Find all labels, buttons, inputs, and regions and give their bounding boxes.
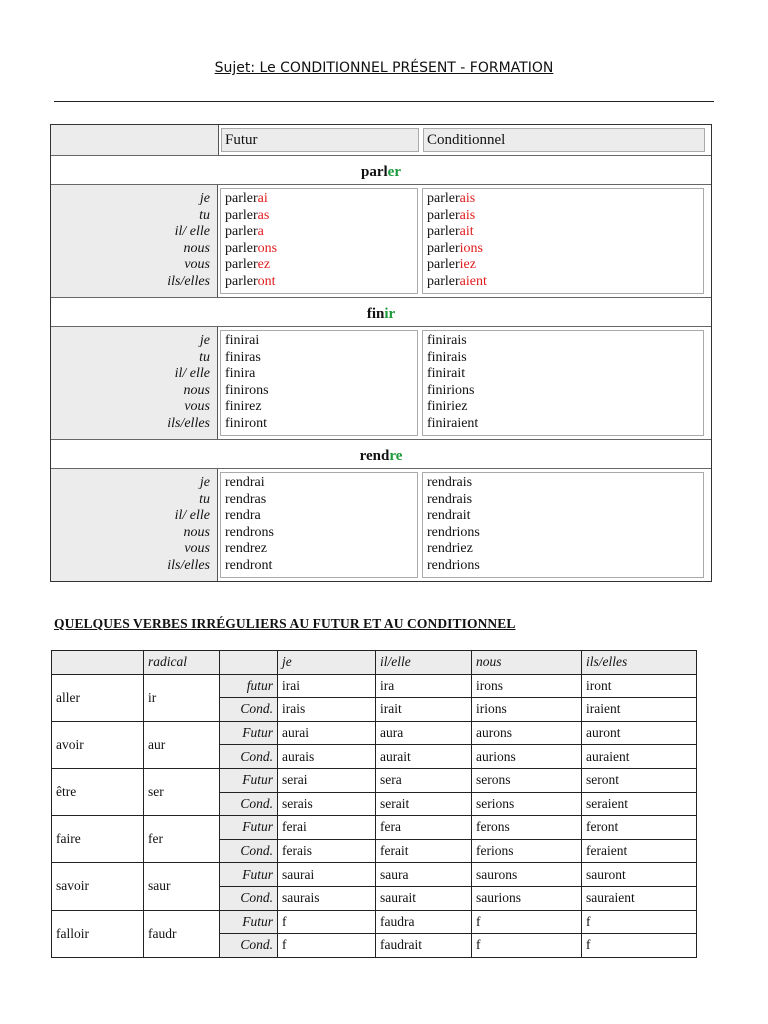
- pronoun: ils/elles: [167, 273, 210, 289]
- header-cell: il/elle: [376, 651, 472, 675]
- verb-form: feraient: [582, 839, 697, 863]
- pronoun: il/ elle: [174, 366, 210, 382]
- verb-form: f: [472, 910, 582, 934]
- verb-form: [225, 241, 413, 258]
- verb-form: [427, 191, 699, 208]
- verb-radical: ir: [144, 674, 220, 721]
- pronoun: nous: [183, 524, 210, 540]
- verb-form: f: [472, 934, 582, 958]
- pronoun: tu: [199, 207, 210, 223]
- form-stem: finirons: [225, 382, 269, 398]
- mode-label: Futur: [220, 768, 278, 792]
- irregular-table-header: [52, 651, 697, 675]
- verb-infinitive: faire: [52, 816, 144, 863]
- verb-ending: re: [389, 448, 403, 464]
- pronoun: vous: [184, 399, 210, 415]
- pronoun: ils/elles: [167, 415, 210, 431]
- pronoun-column: [51, 469, 218, 581]
- verb-heading-rendre: [51, 439, 711, 469]
- verb-form: [225, 399, 413, 416]
- form-stem: parler: [427, 224, 460, 240]
- header-futur: Futur: [221, 128, 419, 152]
- table-row: [52, 768, 697, 792]
- verb-form: fera: [376, 816, 472, 840]
- verb-form: serons: [472, 768, 582, 792]
- form-ending: ai: [257, 191, 268, 206]
- form-stem: rendrions: [427, 557, 480, 573]
- verb-form: [427, 508, 699, 525]
- verb-form: aurais: [278, 745, 376, 769]
- verb-form: ferais: [278, 839, 376, 863]
- verb-form: sauront: [582, 863, 697, 887]
- verb-form: f: [278, 934, 376, 958]
- verb-radical: faudr: [144, 910, 220, 957]
- verb-ending: er: [387, 164, 401, 180]
- table-row: [52, 674, 697, 698]
- mode-label: Futur: [220, 863, 278, 887]
- table-row: [52, 863, 697, 887]
- verb-form: [427, 475, 699, 492]
- verb-form: [427, 399, 699, 416]
- pronoun-column: [51, 327, 218, 439]
- verb-infinitive: avoir: [52, 721, 144, 768]
- verb-form: [225, 191, 413, 208]
- form-ending: ez: [257, 257, 271, 273]
- form-stem: rendrez: [225, 541, 267, 557]
- verb-form: saurions: [472, 886, 582, 910]
- form-stem: parler: [225, 207, 258, 223]
- verb-form: sera: [376, 768, 472, 792]
- verb-form: [427, 224, 699, 241]
- form-ending: iez: [459, 257, 476, 273]
- pronoun: nous: [183, 382, 210, 398]
- header-cell: [220, 651, 278, 675]
- verb-form: saurais: [278, 886, 376, 910]
- verb-form: aura: [376, 721, 472, 745]
- verb-form: [225, 274, 413, 291]
- form-ending: ait: [459, 224, 474, 240]
- verb-form: [427, 208, 699, 225]
- verb-form: f: [582, 910, 697, 934]
- form-stem: finirais: [427, 333, 467, 348]
- verb-form: aurions: [472, 745, 582, 769]
- verb-stem: rend: [359, 448, 390, 464]
- verb-form: faudrait: [376, 934, 472, 958]
- verb-form: serais: [278, 792, 376, 816]
- verb-form: iraient: [582, 698, 697, 722]
- verb-form: serions: [472, 792, 582, 816]
- pronoun: tu: [199, 491, 210, 507]
- form-stem: rendriez: [427, 541, 473, 557]
- verb-form: ferai: [278, 816, 376, 840]
- verb-form: [427, 274, 699, 291]
- mode-label: Futur: [220, 721, 278, 745]
- pronoun: vous: [184, 541, 210, 557]
- verb-heading-finir: [51, 297, 711, 327]
- verb-form: saurai: [278, 863, 376, 887]
- pronoun: nous: [183, 240, 210, 256]
- verb-form: irions: [472, 698, 582, 722]
- mode-label: Futur: [220, 816, 278, 840]
- verb-form: [225, 333, 413, 350]
- form-ending: ons: [257, 240, 278, 256]
- form-stem: rendrais: [427, 491, 473, 507]
- verb-form: [427, 525, 699, 542]
- form-stem: rendrais: [427, 475, 473, 490]
- verb-form: [427, 416, 699, 433]
- form-stem: parler: [225, 257, 258, 273]
- form-stem: parler: [427, 273, 460, 289]
- form-ending: ais: [459, 191, 476, 206]
- verb-infinitive: aller: [52, 674, 144, 721]
- verb-form: [427, 241, 699, 258]
- pronoun-column: [51, 185, 218, 297]
- verb-form: aurait: [376, 745, 472, 769]
- verb-form: saurons: [472, 863, 582, 887]
- form-ending: aient: [459, 273, 487, 289]
- verb-heading-parler: [51, 155, 711, 185]
- pronoun: tu: [199, 349, 210, 365]
- form-stem: parler: [427, 191, 460, 206]
- form-ending: as: [257, 207, 270, 223]
- verb-form: [225, 416, 413, 433]
- irregular-verbs-heading: QUELQUES VERBES IRRÉGULIERS AU FUTUR ET AU CONDITIONNEL: [54, 616, 516, 631]
- verb-form: feront: [582, 816, 697, 840]
- conjugation-table: [50, 124, 712, 582]
- form-ending: ont: [257, 273, 276, 289]
- verb-infinitive: falloir: [52, 910, 144, 957]
- table-row: [52, 910, 697, 934]
- verb-form: irait: [376, 698, 472, 722]
- futur-forms: [220, 188, 418, 294]
- form-stem: rendrai: [225, 475, 265, 490]
- mode-label: Cond.: [220, 839, 278, 863]
- header-cell: nous: [472, 651, 582, 675]
- header-cell: [52, 651, 144, 675]
- futur-forms: [220, 472, 418, 578]
- verb-radical: aur: [144, 721, 220, 768]
- verb-form: [427, 383, 699, 400]
- verb-form: [427, 541, 699, 558]
- verb-form: auraient: [582, 745, 697, 769]
- form-stem: parler: [225, 273, 258, 289]
- verb-form: [427, 366, 699, 383]
- verb-form: irais: [278, 698, 376, 722]
- form-stem: finirions: [427, 382, 475, 398]
- form-stem: parler: [225, 224, 258, 240]
- verb-form: irons: [472, 674, 582, 698]
- verb-form: f: [582, 934, 697, 958]
- verb-form: [225, 257, 413, 274]
- verb-form: irai: [278, 674, 376, 698]
- form-stem: rendra: [225, 508, 261, 524]
- mode-label: Cond.: [220, 745, 278, 769]
- verb-form: saurait: [376, 886, 472, 910]
- conditionnel-forms: [422, 330, 704, 436]
- pronoun: je: [199, 333, 210, 348]
- pronoun: il/ elle: [174, 224, 210, 240]
- mode-label: Cond.: [220, 886, 278, 910]
- form-stem: rendrons: [225, 524, 274, 540]
- verb-ending: ir: [384, 306, 396, 322]
- verb-form: [225, 224, 413, 241]
- header-conditionnel: Conditionnel: [423, 128, 705, 152]
- conjugation-table-header: [51, 125, 711, 155]
- verb-form: [225, 558, 413, 575]
- pronoun: il/ elle: [174, 508, 210, 524]
- form-stem: parler: [427, 240, 460, 256]
- verb-form: ferions: [472, 839, 582, 863]
- mode-label: futur: [220, 674, 278, 698]
- verb-form: [225, 475, 413, 492]
- form-stem: parler: [225, 191, 258, 206]
- verb-form: [225, 383, 413, 400]
- title-divider: [54, 101, 714, 102]
- conditionnel-forms: [422, 188, 704, 294]
- form-stem: rendras: [225, 491, 267, 507]
- pronoun: vous: [184, 257, 210, 273]
- verb-form: aurons: [472, 721, 582, 745]
- form-stem: finira: [225, 366, 256, 382]
- verb-form: faudra: [376, 910, 472, 934]
- verb-stem: parl: [361, 164, 388, 180]
- header-empty-cell: [51, 125, 219, 155]
- conjugation-block: [51, 327, 711, 439]
- verb-form: [225, 508, 413, 525]
- verb-form: iront: [582, 674, 697, 698]
- mode-label: Cond.: [220, 934, 278, 958]
- form-stem: finirai: [225, 333, 260, 348]
- conjugation-block: [51, 185, 711, 297]
- verb-form: [427, 558, 699, 575]
- verb-form: ira: [376, 674, 472, 698]
- pronoun: je: [199, 475, 210, 490]
- conjugation-block: [51, 469, 711, 581]
- verb-form: seraient: [582, 792, 697, 816]
- verb-infinitive: être: [52, 768, 144, 815]
- verb-form: [225, 541, 413, 558]
- table-row: [52, 816, 697, 840]
- verb-form: ferait: [376, 839, 472, 863]
- verb-form: [427, 492, 699, 509]
- verb-form: [427, 350, 699, 367]
- mode-label: Cond.: [220, 698, 278, 722]
- verb-form: sauraient: [582, 886, 697, 910]
- form-stem: finiras: [225, 349, 261, 365]
- form-stem: parler: [427, 257, 460, 273]
- form-ending: ions: [459, 240, 483, 256]
- verb-form: [225, 492, 413, 509]
- form-stem: finiront: [225, 415, 267, 431]
- verb-infinitive: savoir: [52, 863, 144, 910]
- header-cell: ils/elles: [582, 651, 697, 675]
- verb-form: ferons: [472, 816, 582, 840]
- verb-form: [225, 366, 413, 383]
- mode-label: Cond.: [220, 792, 278, 816]
- verb-radical: ser: [144, 768, 220, 815]
- verb-form: aurai: [278, 721, 376, 745]
- verb-form: [225, 208, 413, 225]
- verb-radical: saur: [144, 863, 220, 910]
- verb-form: serai: [278, 768, 376, 792]
- verb-form: seront: [582, 768, 697, 792]
- form-stem: finirais: [427, 349, 467, 365]
- pronoun: je: [199, 191, 210, 206]
- pronoun: ils/elles: [167, 557, 210, 573]
- verb-form: [427, 333, 699, 350]
- irregular-verbs-table: [51, 650, 697, 958]
- verb-form: [427, 257, 699, 274]
- verb-form: f: [278, 910, 376, 934]
- form-stem: finirait: [427, 366, 466, 382]
- form-stem: finirez: [225, 399, 262, 415]
- page-title: Sujet: Le CONDITIONNEL PRÉSENT - FORMATION: [214, 60, 554, 76]
- form-stem: parler: [225, 240, 258, 256]
- form-stem: rendrions: [427, 524, 480, 540]
- form-stem: rendront: [225, 557, 273, 573]
- verb-radical: fer: [144, 816, 220, 863]
- form-ending: a: [257, 224, 264, 240]
- verb-form: auront: [582, 721, 697, 745]
- header-cell: radical: [144, 651, 220, 675]
- verb-form: serait: [376, 792, 472, 816]
- mode-label: Futur: [220, 910, 278, 934]
- form-stem: finiriez: [427, 399, 468, 415]
- form-ending: ais: [459, 207, 476, 223]
- table-row: [52, 721, 697, 745]
- verb-form: saura: [376, 863, 472, 887]
- header-cell: je: [278, 651, 376, 675]
- futur-forms: [220, 330, 418, 436]
- form-stem: finiraient: [427, 415, 479, 431]
- verb-form: [225, 350, 413, 367]
- verb-stem: fin: [366, 306, 385, 322]
- form-stem: rendrait: [427, 508, 471, 524]
- form-stem: parler: [427, 207, 460, 223]
- conditionnel-forms: [422, 472, 704, 578]
- verb-form: [225, 525, 413, 542]
